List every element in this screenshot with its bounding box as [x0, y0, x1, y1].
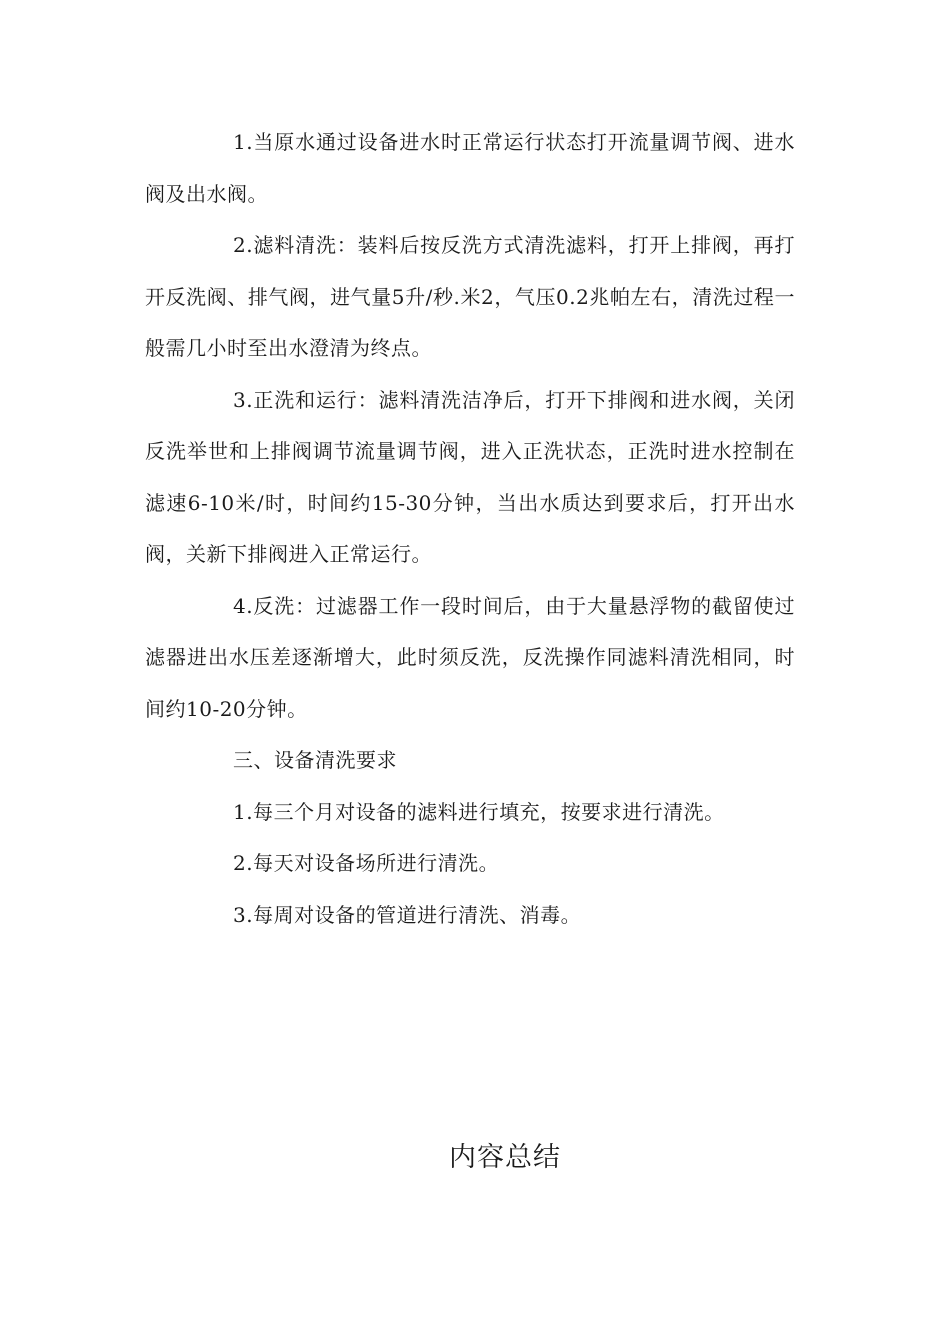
requirement-item-3: 3.每周对设备的管道进行清洗、消毒。: [233, 902, 582, 927]
paragraph-backwash: 4.反洗：过滤器工作一段时间后，由于大量悬浮物的截留使过滤器进出水压差逐渐增大，此时须反洗，反洗操作同滤料清洗相同，时间约10-20分钟。: [145, 593, 795, 721]
requirement-item-2: 2.每天对设备场所进行清洗。: [233, 851, 500, 875]
section-heading-cleaning-requirements: 三、设备清洗要求: [233, 748, 397, 772]
document-body: [145, 117, 795, 941]
paragraph-normal-operation: 1.当原水通过设备进水时正常运行状态打开流量调节阀、进水阀及出水阀。: [145, 130, 795, 206]
summary-title: 内容总结: [449, 1142, 561, 1173]
requirement-item-1: 1.每三个月对设备的滤料进行填充，按要求进行清洗。: [233, 799, 725, 824]
paragraph-filter-cleaning: 2.滤料清洗：装料后按反洗方式清洗滤料，打开上排阀，再打开反洗阀、排气阀，进气量5升/秒.米2，气压0.2兆帕左右，清洗过程一般需几小时至出水澄清为终点。: [145, 233, 795, 360]
paragraph-forward-wash: 3.正洗和运行：滤料清洗洁净后，打开下排阀和进水阀，关闭反洗举世和上排阀调节流量调节阀，进入正洗状态，正洗时进水控制在滤速6-10米/时，时间约15-30分钟，当出水质达到要求后，打开出水阀，关新下排阀进入正常运行。: [145, 387, 795, 566]
